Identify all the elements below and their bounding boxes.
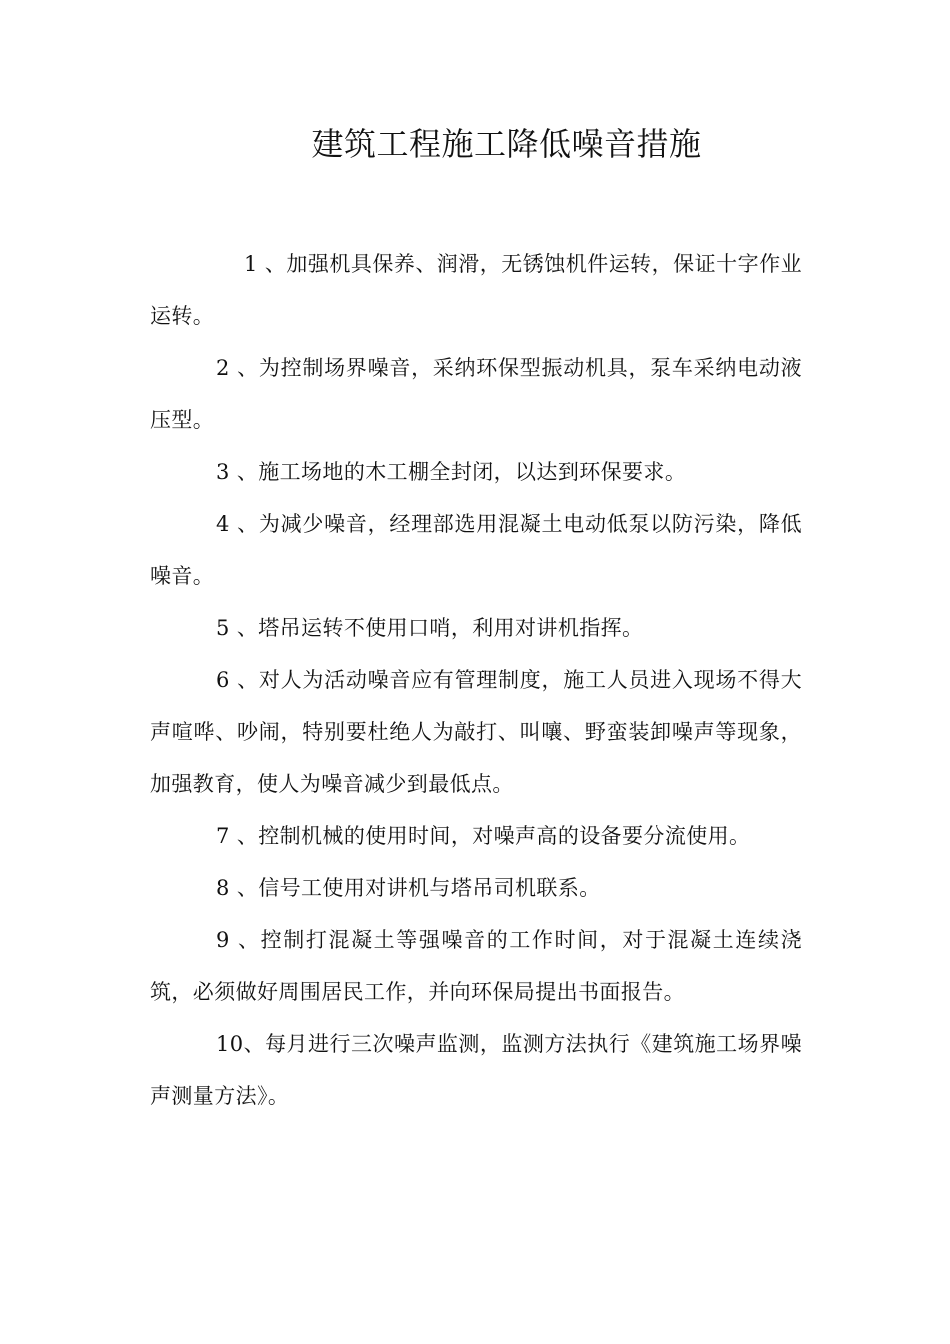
- paragraph-5: 5 、塔吊运转不使用口哨，利用对讲机指挥。: [216, 616, 644, 640]
- paragraph-4: 4 、为减少噪音，经理部选用混凝土电动低泵以防污染，降低噪音。: [150, 512, 802, 588]
- paragraph-2: 2 、为控制场界噪音，采纳环保型振动机具，泵车采纳电动液压型。: [150, 356, 802, 432]
- paragraph-7: 7 、控制机械的使用时间，对噪声高的设备要分流使用。: [216, 824, 751, 848]
- paragraph-10: 10、每月进行三次噪声监测，监测方法执行《建筑施工场界噪声测量方法》。: [150, 1032, 802, 1108]
- paragraph-3: 3 、施工场地的木工棚全封闭，以达到环保要求。: [216, 460, 687, 484]
- paragraph-6: 6 、对人为活动噪音应有管理制度，施工人员进入现场不得大声喧哗、吵闹，特别要杜绝人为敲打、叫嚷、野蛮装卸噪声等现象，加强教育，使人为噪音减少到最低点。: [150, 668, 802, 796]
- document-body: [150, 238, 802, 1122]
- paragraph-9: 9 、控制打混凝土等强噪音的工作时间，对于混凝土连续浇筑，必须做好周围居民工作，并向环保局提出书面报告。: [150, 928, 802, 1004]
- document-title: 建筑工程施工降低噪音措施: [311, 125, 702, 163]
- paragraph-1: 1 、加强机具保养、润滑，无锈蚀机件运转，保证十字作业运转。: [150, 252, 802, 328]
- paragraph-8: 8 、信号工使用对讲机与塔吊司机联系。: [216, 876, 601, 900]
